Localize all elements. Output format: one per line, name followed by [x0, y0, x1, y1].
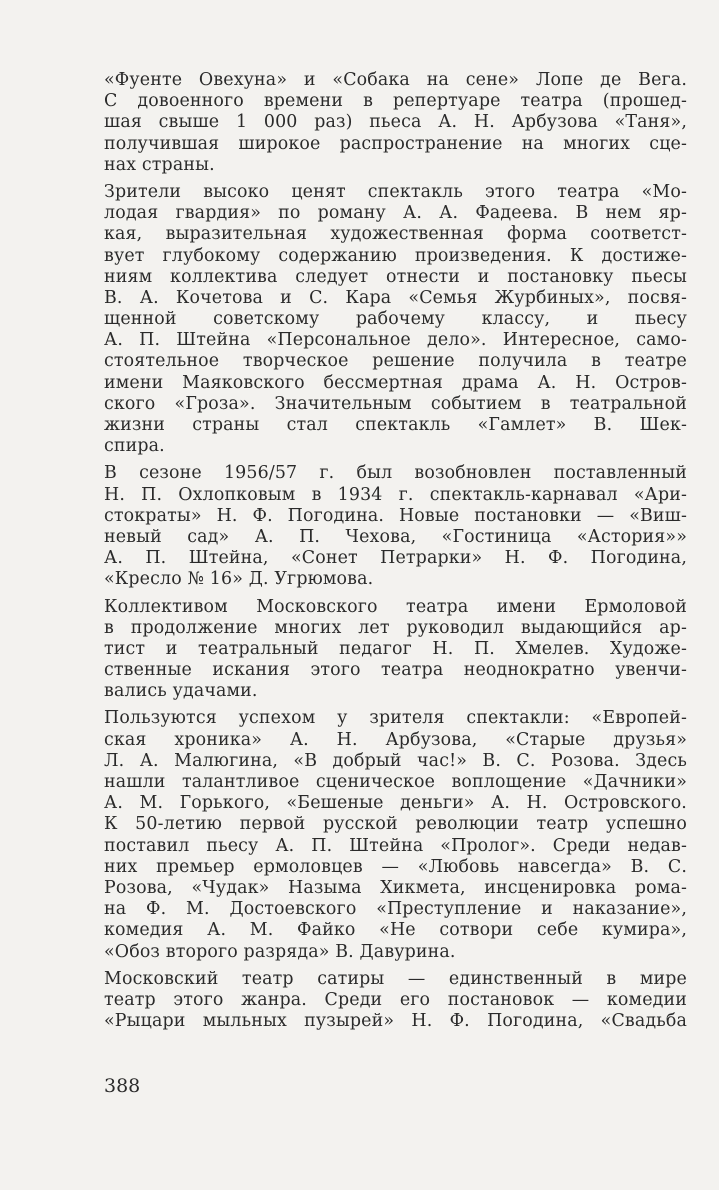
text-line: В. А. Кочетова и С. Кара «Семья Журбиных», посвя- — [104, 287, 687, 308]
text-line: щенной советскому рабочему классу, и пьесу — [104, 309, 687, 330]
paragraph — [104, 597, 687, 703]
text-line: Коллективом Московского театра имени Ермоловой — [104, 596, 687, 617]
text-line: А. П. Штейна «Персональное дело». Интересное, само- — [104, 330, 687, 351]
text-line: ского «Гроза». Значительным событием в театральной — [104, 393, 687, 414]
text-line: стократы» Н. Ф. Погодина. Новые постановки — «Виш- — [104, 505, 687, 526]
text-line: вует глубокому содержанию произведения. К достиже- — [104, 245, 687, 266]
text-line: них премьер ермоловцев — «Любовь навсегда» В. С. — [104, 856, 687, 877]
text-line: В сезоне 1956/57 г. был возобновлен поставленный — [104, 463, 687, 484]
text-line: С довоенного времени в репертуаре театра (прошед- — [104, 91, 687, 112]
text-line: театр этого жанра. Среди его постановок — комедии — [104, 989, 687, 1010]
text-line: «Обоз второго разряда» В. Давурина. — [104, 941, 456, 962]
page-text — [104, 70, 687, 1038]
text-line: Розова, «Чудак» Назыма Хикмета, инсценировка рома- — [104, 877, 687, 898]
text-line: К 50-летию первой русской революции театр успешно — [104, 814, 687, 835]
text-line: спира. — [104, 436, 165, 457]
text-line: А. М. Горького, «Бешеные деньги» А. Н. Островского. — [104, 793, 687, 814]
text-line: поставил пьесу А. П. Штейна «Пролог». Среди недав- — [104, 835, 687, 856]
paragraph — [104, 463, 687, 590]
paragraph — [104, 708, 687, 962]
text-line: нах страны. — [104, 154, 215, 175]
text-line: в продолжение многих лет руководил выдающийся ар- — [104, 617, 687, 638]
text-line: на Ф. М. Достоевского «Преступление и наказание», — [104, 899, 687, 920]
text-line: ниям коллектива следует отнести и постановку пьесы — [104, 266, 687, 287]
text-line: Л. А. Малюгина, «В добрый час!» В. С. Розова. Здесь — [104, 750, 687, 771]
text-line: ственные искания этого театра неоднократно увенчи- — [104, 660, 687, 681]
text-line: получившая широкое распространение на многих сце- — [104, 133, 687, 154]
paragraph — [104, 969, 687, 1033]
text-line: кая, выразительная художественная форма соответст- — [104, 224, 687, 245]
text-line: имени Маяковского бессмертная драма А. Н. Остров- — [104, 372, 687, 393]
text-line: Зрители высоко ценят спектакль этого театра «Мо- — [104, 181, 687, 202]
text-line: стоятельное творческое решение получила в театре — [104, 351, 687, 372]
text-line: «Кресло № 16» Д. Угрюмова. — [104, 569, 374, 590]
paragraph — [104, 182, 687, 457]
paragraph — [104, 70, 687, 176]
text-line: жизни страны стал спектакль «Гамлет» В. Шек- — [104, 415, 687, 435]
text-line: комедия А. М. Файко «Не сотвори себе кумира», — [104, 920, 687, 941]
text-line: «Рыцари мыльных пузырей» Н. Ф. Погодина, «Свадьба — [104, 1011, 687, 1032]
text-line: вались удачами. — [104, 681, 258, 702]
page-number: 388 — [104, 1075, 141, 1097]
text-line: тист и театральный педагог Н. П. Хмелев. Художе- — [104, 638, 687, 659]
text-line: Н. П. Охлопковым в 1934 г. спектакль-карнавал «Ари- — [104, 484, 687, 505]
text-line: «Фуенте Овехуна» и «Собака на сене» Лопе де Вега. — [104, 70, 687, 90]
text-line: шая свыше 1 000 раз) пьеса А. Н. Арбузова «Таня», — [104, 112, 687, 133]
text-line: невый сад» А. П. Чехова, «Гостиница «Астория»» — [104, 526, 687, 547]
text-line: Пользуются успехом у зрителя спектакли: «Европей- — [104, 708, 687, 729]
text-line: нашли талантливое сценическое воплощение «Дачники» — [104, 772, 687, 792]
text-line: Московский театр сатиры — единственный в мире — [104, 968, 687, 989]
text-line: ская хроника» А. Н. Арбузова, «Старые друзья» — [104, 729, 687, 750]
text-line: А. П. Штейна, «Сонет Петрарки» Н. Ф. Погодина, — [104, 548, 687, 569]
text-line: лодая гвардия» по роману А. А. Фадеева. В нем яр- — [104, 203, 687, 224]
